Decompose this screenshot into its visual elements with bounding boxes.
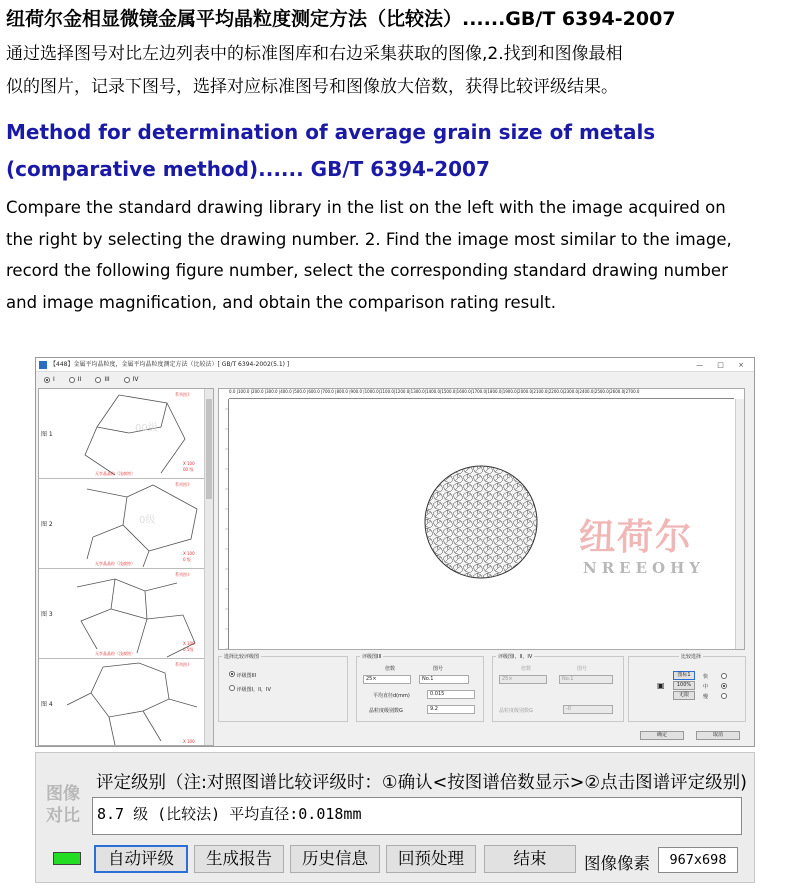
svg-text:00级: 00级 bbox=[135, 423, 158, 434]
end-button[interactable]: 结束 bbox=[484, 845, 576, 873]
cancel-button[interactable]: 取消 bbox=[696, 731, 740, 740]
speed-mid-radio[interactable] bbox=[721, 683, 727, 689]
speed-mid-label: 中 bbox=[703, 684, 709, 690]
english-title-line-2: (comparative method)...... GB/T 6394-2007 bbox=[6, 157, 490, 181]
chinese-line-2: 似的图片，记录下图号，选择对应标准图号和图像放大倍数，获得比较评级结果。 bbox=[6, 77, 618, 97]
figure-number-header: 图号 bbox=[433, 666, 444, 672]
window-controls[interactable]: — □ × bbox=[696, 361, 750, 369]
library-item-3[interactable] bbox=[39, 569, 205, 659]
image-compare-label-1: 图像 bbox=[46, 784, 80, 804]
chinese-line-1: 通过选择图号对比左边列表中的标准图库和右边采集获取的图像,2.找到和图像最相 bbox=[6, 44, 623, 64]
average-diameter-field[interactable]: 0.015 bbox=[427, 690, 475, 699]
magnification-header: 倍数 bbox=[521, 666, 532, 672]
image-compare-button[interactable] bbox=[42, 783, 84, 833]
series-radio-1[interactable]: I bbox=[44, 376, 55, 383]
window-titlebar bbox=[36, 358, 754, 372]
svg-text:X 100: X 100 bbox=[183, 461, 195, 466]
group-caption: 评级图III bbox=[362, 654, 382, 660]
average-diameter-label: 平均直径d(mm) bbox=[373, 693, 410, 699]
library-thumbnail-4 bbox=[57, 659, 203, 746]
magnification-select[interactable]: 25× bbox=[363, 675, 411, 684]
series-radio-3[interactable]: III bbox=[95, 376, 109, 383]
svg-text:0 级: 0 级 bbox=[183, 557, 191, 562]
infinite-button[interactable]: 无限 bbox=[673, 691, 695, 700]
standard-library-list[interactable] bbox=[38, 388, 214, 746]
figure-number-select[interactable]: No.1 bbox=[419, 675, 469, 684]
svg-text:系列图 I: 系列图 I bbox=[175, 572, 190, 577]
english-line-1: Compare the standard drawing library in the list on the left with the image acquired on bbox=[6, 198, 726, 217]
generate-report-button[interactable]: 生成报告 bbox=[194, 845, 284, 873]
grain-grade-label: 晶粒度级别数G bbox=[499, 708, 533, 714]
library-scroll-thumb[interactable] bbox=[206, 399, 212, 499]
svg-text:无孪晶晶粒（浅腐蚀）: 无孪晶晶粒（浅腐蚀） bbox=[95, 651, 135, 656]
watermark-english: NREEOHY bbox=[583, 559, 705, 577]
image-icon: ▣ bbox=[657, 681, 665, 690]
rating-result-field[interactable]: 8.7 级 (比较法) 平均直径:0.018mm bbox=[92, 797, 742, 835]
group-caption: 评级图I，II，IV bbox=[498, 654, 533, 660]
auto-rating-button[interactable]: 自动评级 bbox=[94, 845, 188, 873]
vertical-ruler bbox=[219, 399, 229, 649]
group-caption: 比较选择 bbox=[681, 654, 702, 660]
grain-grade-field-disabled[interactable]: -0 bbox=[563, 705, 613, 714]
english-title-line-1: Method for determination of average grain size of metals bbox=[6, 120, 656, 144]
compare-select-group bbox=[628, 656, 746, 722]
english-line-2: the right by selecting the drawing number. 2. Find the image most similar to the image, bbox=[6, 229, 732, 249]
image-pixel-label: 图像像素 bbox=[584, 854, 650, 873]
svg-text:系列图 I: 系列图 I bbox=[175, 482, 190, 487]
english-description bbox=[6, 192, 784, 318]
library-item-label: 图 1 bbox=[41, 431, 53, 438]
library-item-4[interactable] bbox=[39, 659, 205, 746]
library-item-label: 图 3 bbox=[41, 611, 53, 618]
series-radio-4[interactable]: IV bbox=[124, 376, 139, 383]
speed-fast-label: 快 bbox=[703, 674, 709, 680]
grain-grade-label: 晶粒度级别数G bbox=[369, 708, 403, 714]
watermark-chinese: 纽荷尔 bbox=[579, 516, 694, 558]
chinese-description bbox=[6, 38, 784, 104]
english-title bbox=[6, 114, 784, 188]
svg-text:无孪晶晶粒（浅腐蚀）: 无孪晶晶粒（浅腐蚀） bbox=[95, 471, 135, 476]
document-text bbox=[6, 4, 784, 318]
window-title: 【448】金属平均晶粒度，金属平均晶粒度测定方法（比较法）[ GB/T 6394-2002(5.1) ] bbox=[50, 361, 290, 368]
svg-text:0级: 0级 bbox=[139, 515, 156, 526]
rating-instruction-label: 评定级别（注:对照图谱比较评级时：①确认<按图谱倍数显示>②点击图谱评定级别) bbox=[96, 773, 747, 793]
rating-control-panel bbox=[35, 752, 755, 883]
magnification-select-disabled[interactable]: 25× bbox=[499, 675, 547, 684]
rating-chart-iii-group bbox=[356, 656, 484, 722]
vertical-ruler-ticks bbox=[219, 399, 229, 649]
library-scrollbar[interactable] bbox=[204, 389, 213, 745]
svg-text:00 级: 00 级 bbox=[183, 467, 194, 472]
grain-grade-field[interactable]: 9.2 bbox=[427, 705, 475, 714]
grain-size-window bbox=[35, 357, 755, 747]
speed-fast-radio[interactable] bbox=[721, 673, 727, 679]
history-button[interactable]: 历史信息 bbox=[290, 845, 380, 873]
rating-chart-i-ii-iv-radio[interactable]: 评级图I，II，IV bbox=[229, 685, 271, 693]
speed-slow-radio[interactable] bbox=[721, 693, 727, 699]
magnification-header: 倍数 bbox=[385, 666, 396, 672]
select-rating-chart-group bbox=[218, 656, 348, 722]
svg-text:X 100: X 100 bbox=[183, 641, 195, 646]
svg-text:0.5级: 0.5级 bbox=[183, 647, 194, 652]
english-line-3: record the following figure number, select the corresponding standard drawing number bbox=[6, 261, 728, 280]
series-radio-2[interactable]: II bbox=[69, 376, 82, 383]
svg-text:X 100: X 100 bbox=[183, 739, 195, 744]
horizontal-ruler: 0.0 |100.0 |200.0 |300.0 |400.0 |500.0 |600.0 |700.0 |800.0 |900.0 |1000.0|1100.0|1200.0|1300.0|1400.0|1500.0|1600.0|1700.0|1800.0|1900.0|2000.0|2100.0|2200.0|2300.0|2400.0|2500.0|2600.0|2700.0 bbox=[229, 389, 734, 399]
svg-text:X 100: X 100 bbox=[183, 551, 195, 556]
zoom-button[interactable]: 100% bbox=[673, 681, 695, 690]
image-compare-label-2: 对比 bbox=[46, 806, 80, 826]
library-item-1[interactable] bbox=[39, 389, 205, 479]
rating-chart-i-ii-iv-group bbox=[492, 656, 624, 722]
app-icon bbox=[39, 361, 47, 369]
ok-button[interactable]: 确定 bbox=[640, 731, 684, 740]
library-thumbnail-2 bbox=[57, 479, 203, 569]
back-to-preprocess-button[interactable]: 回预处理 bbox=[386, 845, 476, 873]
figure-number-select-disabled[interactable]: No.1 bbox=[559, 675, 613, 684]
image-pixel-value: 967x698 bbox=[658, 847, 738, 873]
library-thumbnail-3 bbox=[57, 569, 203, 659]
group-caption: 选择比较评级图 bbox=[224, 654, 260, 660]
rating-chart-iii-radio[interactable]: 评级图III bbox=[229, 671, 256, 679]
chinese-title: 纽荷尔金相显微镜金属平均晶粒度测定方法（比较法）......GB/T 6394-2007 bbox=[6, 8, 676, 30]
svg-text:系列图 I: 系列图 I bbox=[175, 662, 190, 667]
figure-number-header: 图号 bbox=[577, 666, 588, 672]
grain-specimen-circle bbox=[423, 465, 539, 579]
speed-slow-label: 慢 bbox=[703, 694, 709, 700]
english-line-4: and image magnification, and obtain the comparison rating result. bbox=[6, 292, 556, 312]
image-viewer[interactable] bbox=[218, 388, 745, 650]
library-item-label: 图 2 bbox=[41, 521, 53, 528]
svg-text:无孪晶晶粒（浅腐蚀）: 无孪晶晶粒（浅腐蚀） bbox=[95, 561, 135, 566]
library-item-2[interactable] bbox=[39, 479, 205, 569]
specimen-image bbox=[423, 465, 539, 579]
library-item-label: 图 4 bbox=[41, 701, 53, 708]
svg-text:系列图 I: 系列图 I bbox=[175, 392, 190, 397]
status-indicator bbox=[53, 852, 81, 865]
viewer-scrollbar[interactable] bbox=[735, 399, 744, 649]
icon-button[interactable]: 图标1 bbox=[673, 671, 695, 680]
series-radio-group bbox=[44, 376, 139, 383]
library-thumbnail-1 bbox=[57, 389, 203, 479]
